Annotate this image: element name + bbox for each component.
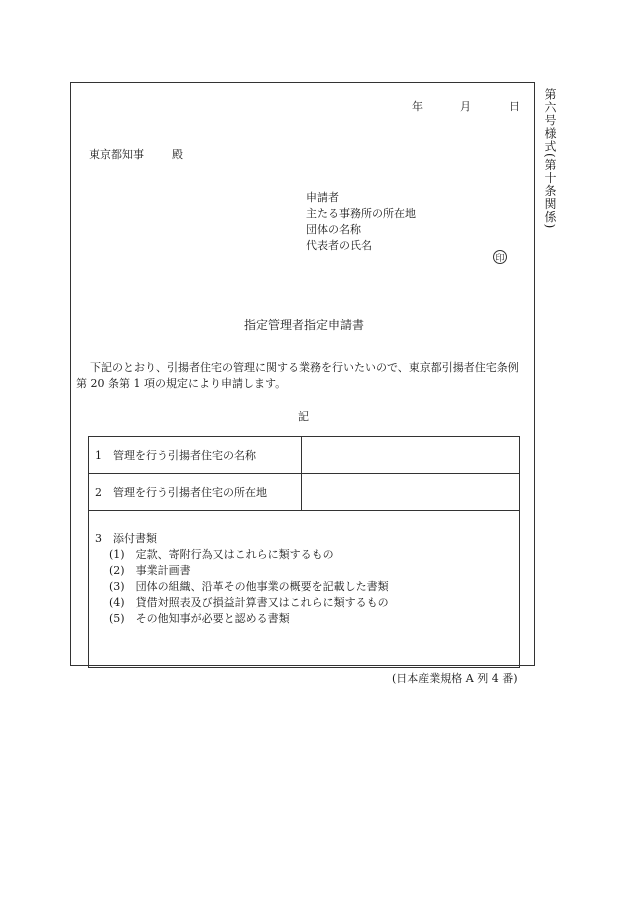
item-value-name bbox=[302, 437, 520, 474]
table-row bbox=[89, 437, 520, 474]
item-value-address bbox=[302, 474, 520, 511]
office-address-label: 主たる事務所の所在地 bbox=[306, 207, 416, 220]
items-table bbox=[88, 436, 520, 668]
attachments-list bbox=[95, 547, 513, 627]
document-title: 指定管理者指定申請書 bbox=[244, 318, 365, 332]
ki-heading: 記 bbox=[298, 410, 309, 423]
paper-size-note: (日本産業規格 A 列 4 番) bbox=[392, 672, 518, 685]
item-label-address: 2 管理を行う引揚者住宅の所在地 bbox=[89, 474, 302, 511]
table-row bbox=[89, 511, 520, 668]
list-item: (2) 事業計画書 bbox=[109, 564, 191, 577]
list-item: (5) その他知事が必要と認める書類 bbox=[109, 612, 290, 625]
date-year: 年 bbox=[412, 100, 423, 113]
addressee-honorific: 殿 bbox=[172, 148, 183, 161]
applicant-heading: 申請者 bbox=[306, 191, 339, 204]
item-label-name: 1 管理を行う引揚者住宅の名称 bbox=[89, 437, 302, 474]
table-row bbox=[89, 474, 520, 511]
seal-mark: 印 bbox=[493, 250, 507, 264]
list-item: (3) 団体の組織、沿革その他事業の概要を記載した書類 bbox=[109, 580, 389, 593]
rep-name-label: 代表者の氏名 bbox=[306, 239, 372, 252]
org-name-label: 団体の名称 bbox=[306, 223, 361, 236]
body-text: 下記のとおり、引揚者住宅の管理に関する業務を行いたいので、東京都引揚者住宅条例第 20 条第 1 項の規定により申請します。 bbox=[76, 361, 519, 390]
applicant-block bbox=[306, 190, 416, 254]
form-number-label: 第六号様式(第十条関係) bbox=[543, 88, 557, 230]
date-month: 月 bbox=[460, 100, 471, 113]
attachments-cell bbox=[89, 511, 520, 668]
addressee-name: 東京都知事 bbox=[89, 148, 144, 161]
date-day: 日 bbox=[509, 100, 520, 113]
attachments-title: 3 添付書類 bbox=[95, 532, 157, 545]
list-item: (1) 定款、寄附行為又はこれらに類するもの bbox=[109, 548, 334, 561]
list-item: (4) 貸借対照表及び損益計算書又はこれらに類するもの bbox=[109, 596, 389, 609]
